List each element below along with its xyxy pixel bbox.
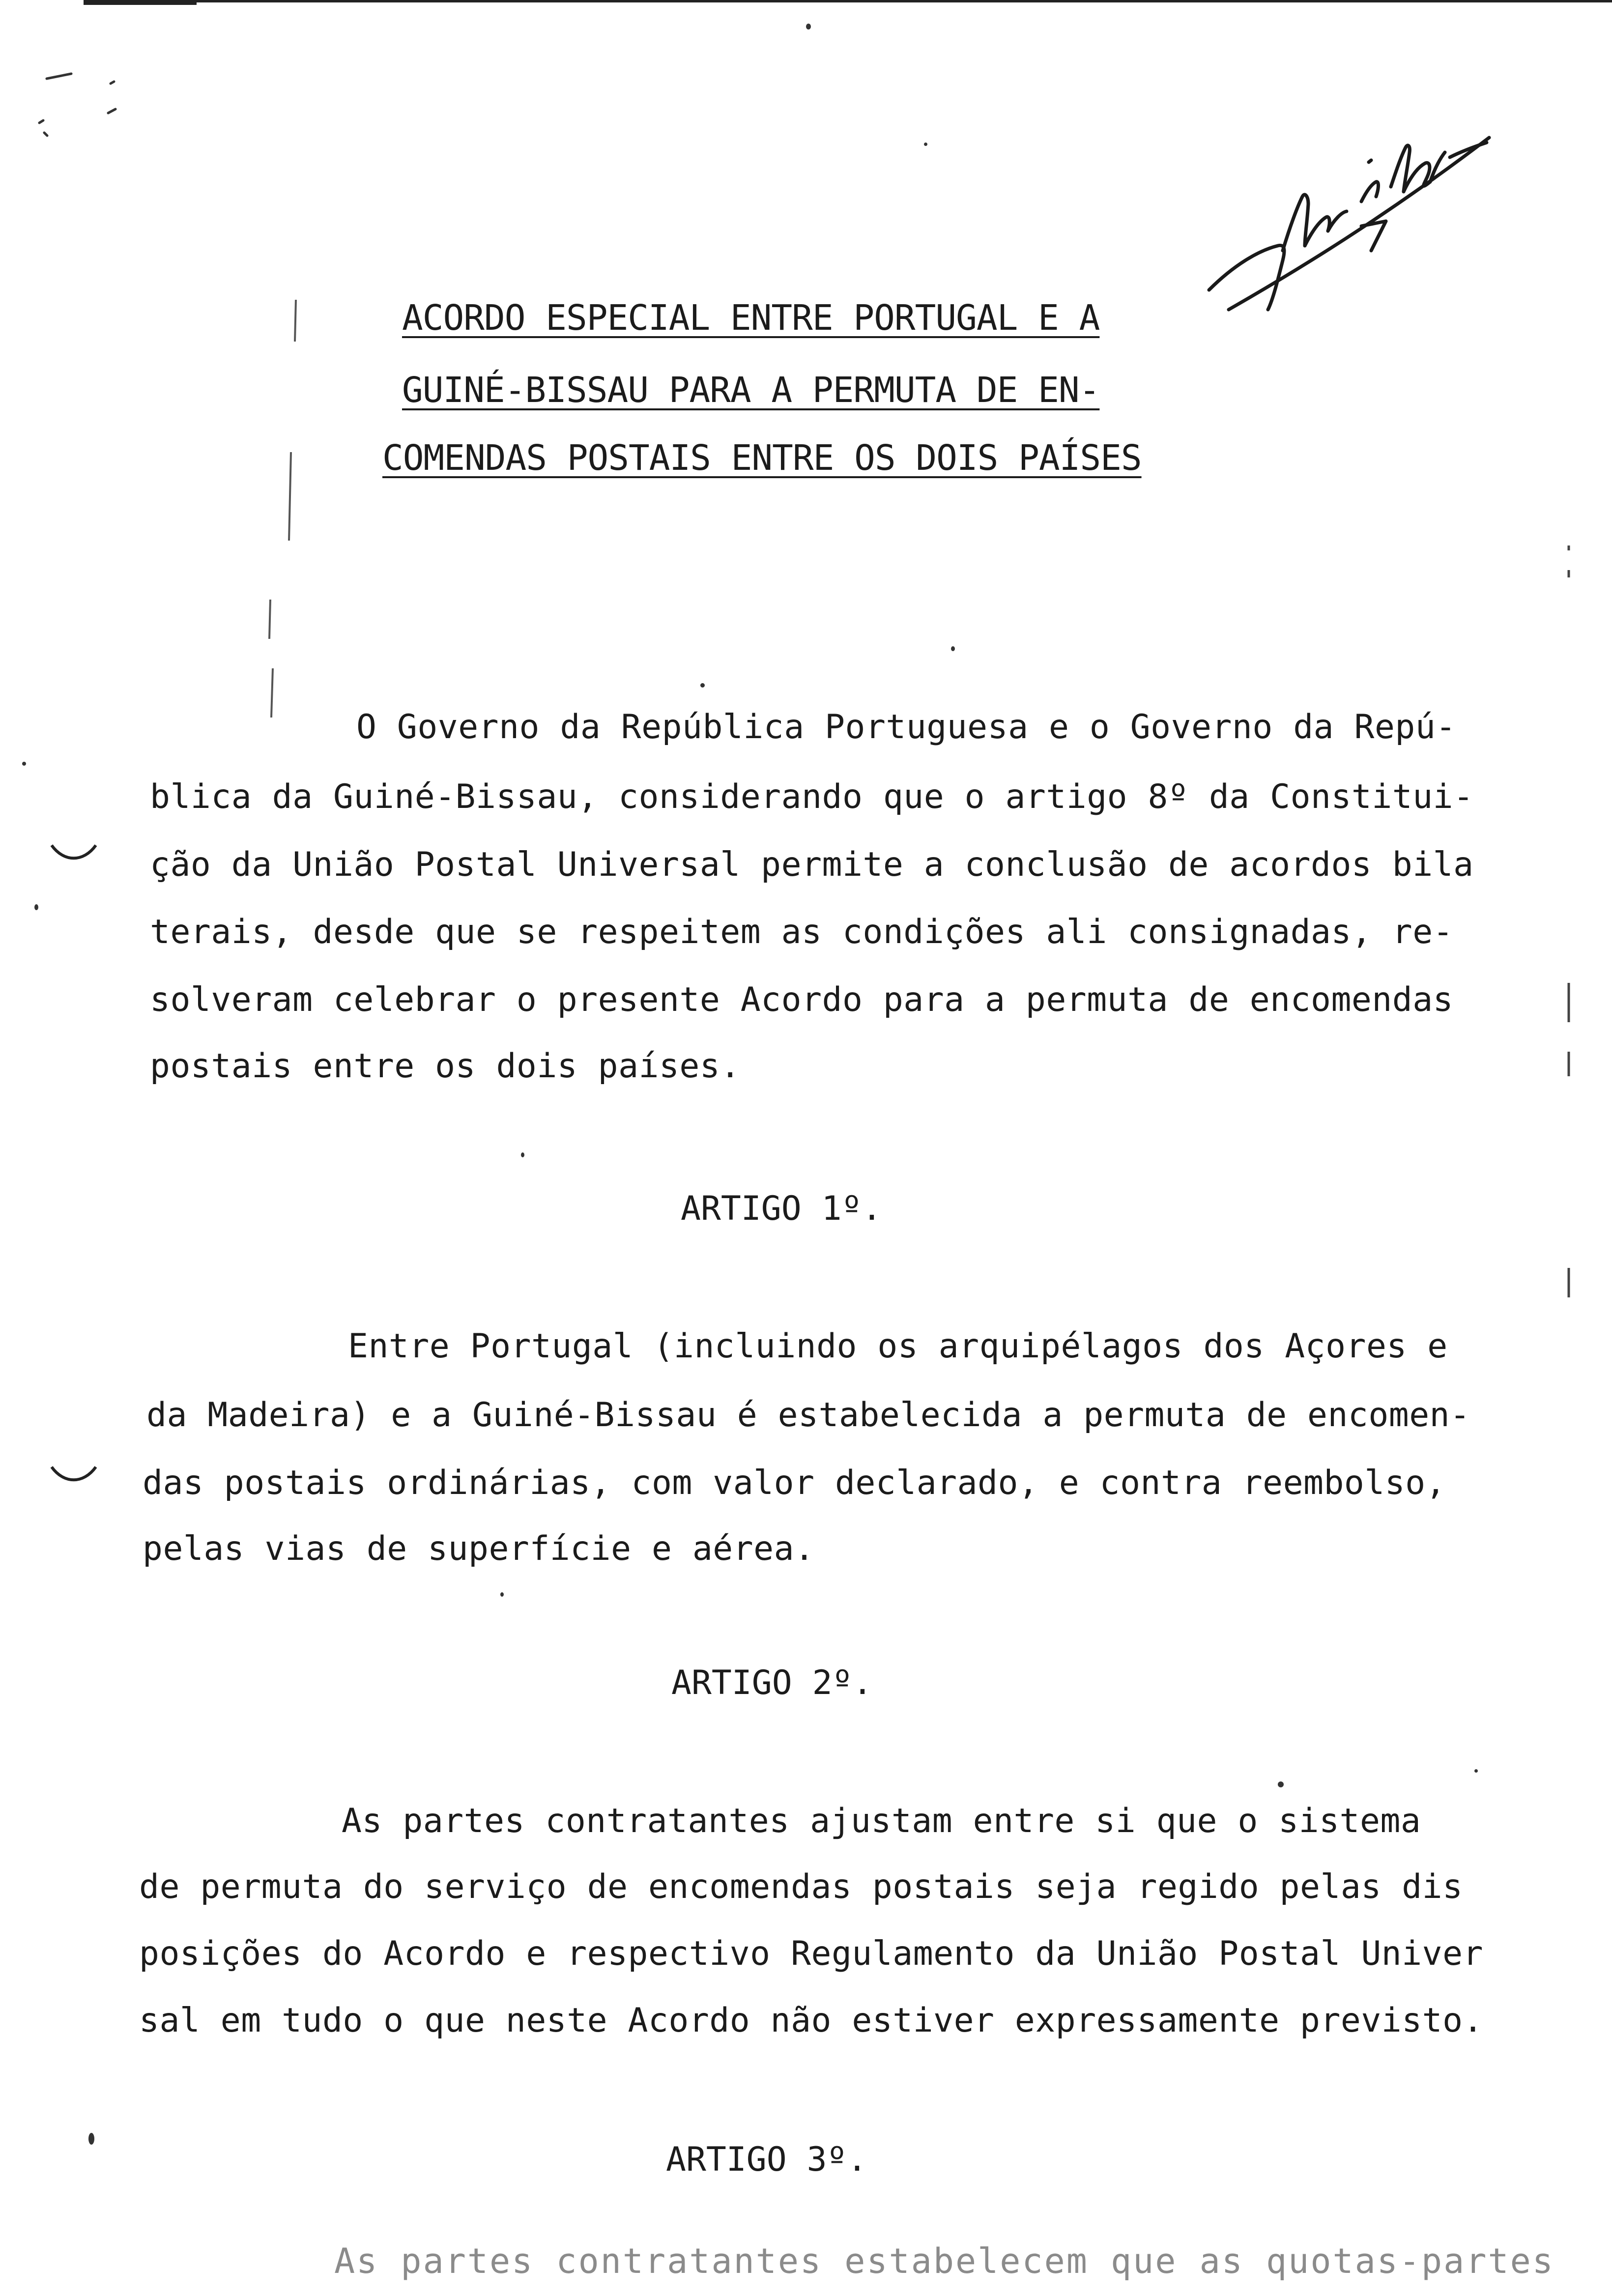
right-margin-marks [1558,531,1587,1317]
left-vertical-stroke [265,295,305,786]
speck [500,1592,504,1597]
article-3-heading: ARTIGO 3º. [666,2140,867,2179]
article-1-heading: ARTIGO 1º. [681,1189,882,1228]
article-2-heading: ARTIGO 2º. [671,1664,873,1702]
article-2-line-3: posições do Acordo e respectivo Regulamento da União Postal Univer [139,1934,1484,1973]
speck [22,762,26,766]
preamble-line-5: solveram celebrar o presente Acordo para a permuta de encomendas [150,980,1454,1019]
article-2-line-4: sal em tudo o que neste Acordo não estiver expressamente previsto. [139,2001,1484,2040]
speck [1278,1781,1284,1787]
article-1-line-1: Entre Portugal (incluindo os arquipélagos dos Açores e [348,1327,1448,1366]
speck [924,143,927,146]
preamble-line-3: ção da União Postal Universal permite a conclusão de acordos bila [150,845,1474,884]
title-line-1: ACORDO ESPECIAL ENTRE PORTUGAL E A [402,297,1100,338]
top-left-corner-marks [34,64,133,143]
handwritten-initials-signature [1199,103,1504,329]
article-1-line-2: da Madeira) e a Guiné-Bissau é estabelecida a permuta de encomen- [146,1396,1470,1435]
title-line-2: GUINÉ-BISSAU PARA A PERMUTA DE EN- [402,370,1100,410]
preamble-line-4: terais, desde que se respeitem as condições ali consignadas, re- [150,913,1454,951]
preamble-line-2: blica da Guiné-Bissau, considerando que o artigo 8º da Constitui- [150,777,1474,816]
left-margin-mark-1 [49,840,98,870]
speck [951,646,955,651]
title-line-3: COMENDAS POSTAIS ENTRE OS DOIS PAÍSES [382,437,1142,478]
speck [88,2133,94,2145]
speck [806,24,811,29]
article-2-line-1: As partes contratantes ajustam entre si que o sistema [342,1802,1421,1840]
article-3-line-1: As partes contratantes estabelecem que as quotas-partes [334,2241,1554,2281]
top-edge-rule [84,0,1612,2]
speck [1474,1769,1478,1773]
article-1-line-3: das postais ordinárias, com valor declarado, e contra reembolso, [143,1464,1446,1502]
speck [700,683,705,688]
preamble-line-6: postais entre os dois países. [150,1047,741,1086]
article-1-line-4: pelas vias de superfície e aérea. [143,1529,815,1568]
left-margin-mark-2 [49,1462,98,1492]
top-edge-rule-thick [84,2,197,5]
preamble-line-1: O Governo da República Portuguesa e o Governo da Repú- [356,708,1456,746]
speck [521,1152,524,1157]
speck [34,904,38,910]
article-2-line-2: de permuta do serviço de encomendas postais seja regido pelas dis [139,1867,1463,1906]
